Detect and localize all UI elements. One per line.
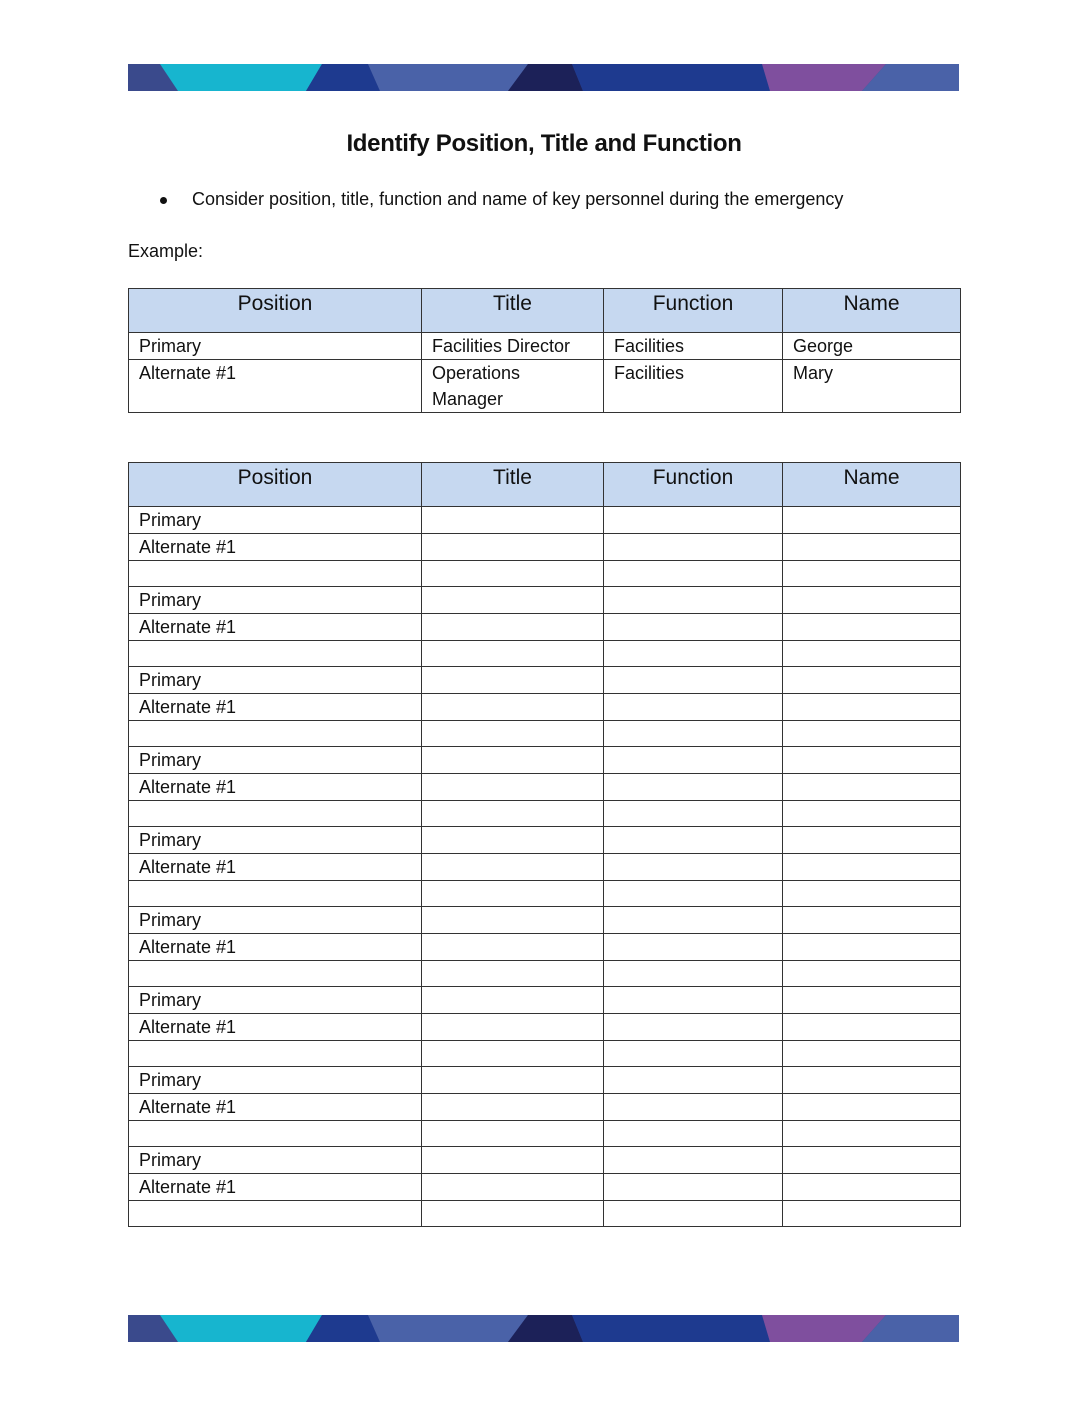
table-row bbox=[129, 827, 961, 854]
cell-title[interactable] bbox=[422, 907, 604, 934]
cell-title: Operations Manager bbox=[422, 360, 604, 413]
cell-title[interactable] bbox=[422, 587, 604, 614]
example-label: Example: bbox=[128, 241, 204, 261]
cell-function[interactable] bbox=[604, 801, 783, 827]
cell-position: Primary bbox=[129, 1067, 422, 1094]
table-row bbox=[129, 747, 961, 774]
banner-graphic bbox=[128, 1315, 959, 1342]
cell-title[interactable] bbox=[422, 1014, 604, 1041]
banner-segment-royal-2 bbox=[572, 64, 770, 91]
cell-name: George bbox=[783, 333, 961, 360]
cell-name[interactable] bbox=[783, 561, 961, 587]
cell-name[interactable] bbox=[783, 1147, 961, 1174]
table-row bbox=[129, 801, 961, 827]
cell-title[interactable] bbox=[422, 534, 604, 561]
cell-position: Primary bbox=[129, 1147, 422, 1174]
cell-title[interactable] bbox=[422, 1041, 604, 1067]
table-row bbox=[129, 881, 961, 907]
cell-function[interactable] bbox=[604, 881, 783, 907]
table-row bbox=[129, 907, 961, 934]
cell-title[interactable] bbox=[422, 827, 604, 854]
column-header-function: Function bbox=[604, 289, 783, 333]
table-row bbox=[129, 1041, 961, 1067]
cell-function[interactable] bbox=[604, 614, 783, 641]
cell-function[interactable] bbox=[604, 721, 783, 747]
cell-name[interactable] bbox=[783, 534, 961, 561]
cell-function[interactable] bbox=[604, 1121, 783, 1147]
table-row bbox=[129, 1094, 961, 1121]
cell-function[interactable] bbox=[604, 907, 783, 934]
column-header-function: Function bbox=[604, 463, 783, 507]
banner-segment-cyan bbox=[160, 1315, 322, 1342]
banner-graphic bbox=[128, 64, 959, 91]
table-row bbox=[129, 333, 961, 360]
cell-position: Primary bbox=[129, 827, 422, 854]
cell-title[interactable] bbox=[422, 1094, 604, 1121]
table-row bbox=[129, 1201, 961, 1227]
cell-function[interactable] bbox=[604, 641, 783, 667]
table-row bbox=[129, 1067, 961, 1094]
table-row bbox=[129, 561, 961, 587]
cell-title[interactable] bbox=[422, 961, 604, 987]
table-row bbox=[129, 854, 961, 881]
cell-position: Primary bbox=[129, 507, 422, 534]
cell-function[interactable] bbox=[604, 747, 783, 774]
cell-position[interactable] bbox=[129, 721, 422, 747]
cell-title[interactable] bbox=[422, 1174, 604, 1201]
cell-function[interactable] bbox=[604, 1201, 783, 1227]
cell-name[interactable] bbox=[783, 881, 961, 907]
cell-title[interactable] bbox=[422, 1201, 604, 1227]
cell-position: Primary bbox=[129, 587, 422, 614]
cell-name[interactable] bbox=[783, 961, 961, 987]
cell-name[interactable] bbox=[783, 1041, 961, 1067]
cell-name[interactable] bbox=[783, 1121, 961, 1147]
page-title: Identify Position, Title and Function bbox=[346, 130, 742, 157]
cell-name[interactable] bbox=[783, 1174, 961, 1201]
cell-position[interactable] bbox=[129, 1041, 422, 1067]
cell-name[interactable] bbox=[783, 1014, 961, 1041]
bullet-icon bbox=[160, 197, 167, 204]
cell-name[interactable] bbox=[783, 667, 961, 694]
cell-position: Primary bbox=[129, 907, 422, 934]
cell-function[interactable] bbox=[604, 854, 783, 881]
table-row bbox=[129, 587, 961, 614]
banner-segment-periwinkle-1 bbox=[368, 1315, 528, 1342]
cell-title[interactable] bbox=[422, 641, 604, 667]
cell-title[interactable] bbox=[422, 747, 604, 774]
cell-title[interactable] bbox=[422, 507, 604, 534]
cell-name[interactable] bbox=[783, 641, 961, 667]
cell-title[interactable] bbox=[422, 561, 604, 587]
table-row bbox=[129, 360, 961, 413]
cell-position: Alternate #1 bbox=[129, 1094, 422, 1121]
cell-name[interactable] bbox=[783, 827, 961, 854]
table-row bbox=[129, 1147, 961, 1174]
cell-position[interactable] bbox=[129, 961, 422, 987]
cell-position: Primary bbox=[129, 987, 422, 1014]
cell-position: Alternate #1 bbox=[129, 360, 422, 413]
cell-function[interactable] bbox=[604, 934, 783, 961]
table-row bbox=[129, 694, 961, 721]
cell-position[interactable] bbox=[129, 1121, 422, 1147]
cell-name[interactable] bbox=[783, 987, 961, 1014]
example-table bbox=[128, 288, 961, 413]
cell-title[interactable] bbox=[422, 854, 604, 881]
cell-name[interactable] bbox=[783, 507, 961, 534]
cell-function: Facilities bbox=[604, 360, 783, 413]
cell-position: Alternate #1 bbox=[129, 934, 422, 961]
cell-function[interactable] bbox=[604, 961, 783, 987]
column-header-title: Title bbox=[422, 463, 604, 507]
cell-name[interactable] bbox=[783, 1094, 961, 1121]
cell-title[interactable] bbox=[422, 1121, 604, 1147]
cell-name[interactable] bbox=[783, 747, 961, 774]
banner-segment-cyan bbox=[160, 64, 322, 91]
cell-position: Primary bbox=[129, 667, 422, 694]
cell-name[interactable] bbox=[783, 1067, 961, 1094]
cell-function[interactable] bbox=[604, 561, 783, 587]
cell-name[interactable] bbox=[783, 801, 961, 827]
banner-segment-periwinkle-1 bbox=[368, 64, 528, 91]
cell-title[interactable] bbox=[422, 774, 604, 801]
cell-position: Alternate #1 bbox=[129, 614, 422, 641]
cell-function[interactable] bbox=[604, 1147, 783, 1174]
cell-title[interactable] bbox=[422, 1067, 604, 1094]
instruction-bullet bbox=[160, 189, 843, 210]
cell-function[interactable] bbox=[604, 1041, 783, 1067]
cell-function[interactable] bbox=[604, 1014, 783, 1041]
cell-name[interactable] bbox=[783, 854, 961, 881]
banner-segment-royal-2 bbox=[572, 1315, 770, 1342]
cell-position: Alternate #1 bbox=[129, 694, 422, 721]
bottom-decorative-banner bbox=[128, 1315, 959, 1342]
cell-title[interactable] bbox=[422, 881, 604, 907]
column-header-position: Position bbox=[129, 289, 422, 333]
cell-position: Alternate #1 bbox=[129, 854, 422, 881]
cell-name[interactable] bbox=[783, 694, 961, 721]
table-row bbox=[129, 721, 961, 747]
cell-function[interactable] bbox=[604, 1174, 783, 1201]
cell-function[interactable] bbox=[604, 507, 783, 534]
cell-title: Facilities Director bbox=[422, 333, 604, 360]
cell-name[interactable] bbox=[783, 721, 961, 747]
cell-position: Primary bbox=[129, 333, 422, 360]
cell-title[interactable] bbox=[422, 614, 604, 641]
cell-function[interactable] bbox=[604, 587, 783, 614]
table-row bbox=[129, 507, 961, 534]
top-decorative-banner bbox=[128, 64, 959, 91]
cell-function[interactable] bbox=[604, 534, 783, 561]
cell-title[interactable] bbox=[422, 1147, 604, 1174]
table-row bbox=[129, 934, 961, 961]
cell-name[interactable] bbox=[783, 587, 961, 614]
cell-function[interactable] bbox=[604, 827, 783, 854]
table-row bbox=[129, 1014, 961, 1041]
cell-function: Facilities bbox=[604, 333, 783, 360]
cell-position[interactable] bbox=[129, 881, 422, 907]
column-header-title: Title bbox=[422, 289, 604, 333]
cell-position: Alternate #1 bbox=[129, 1014, 422, 1041]
cell-function[interactable] bbox=[604, 694, 783, 721]
table-row bbox=[129, 641, 961, 667]
cell-position[interactable] bbox=[129, 1201, 422, 1227]
column-header-name: Name bbox=[783, 463, 961, 507]
cell-title[interactable] bbox=[422, 721, 604, 747]
table-row bbox=[129, 614, 961, 641]
cell-title[interactable] bbox=[422, 801, 604, 827]
table-header-row bbox=[129, 289, 961, 333]
cell-position[interactable] bbox=[129, 641, 422, 667]
cell-title[interactable] bbox=[422, 667, 604, 694]
cell-position: Alternate #1 bbox=[129, 534, 422, 561]
table-row bbox=[129, 961, 961, 987]
cell-function[interactable] bbox=[604, 1067, 783, 1094]
cell-function[interactable] bbox=[604, 1094, 783, 1121]
column-header-name: Name bbox=[783, 289, 961, 333]
cell-name[interactable] bbox=[783, 614, 961, 641]
table-row bbox=[129, 987, 961, 1014]
cell-position: Alternate #1 bbox=[129, 1174, 422, 1201]
cell-title[interactable] bbox=[422, 694, 604, 721]
table-row bbox=[129, 667, 961, 694]
instruction-text: Consider position, title, function and name of key personnel during the emergency bbox=[192, 189, 844, 209]
cell-name: Mary bbox=[783, 360, 961, 413]
table-row bbox=[129, 1121, 961, 1147]
cell-position[interactable] bbox=[129, 561, 422, 587]
cell-name[interactable] bbox=[783, 1201, 961, 1227]
cell-position: Alternate #1 bbox=[129, 774, 422, 801]
cell-name[interactable] bbox=[783, 774, 961, 801]
column-header-position: Position bbox=[129, 463, 422, 507]
cell-title[interactable] bbox=[422, 987, 604, 1014]
cell-name[interactable] bbox=[783, 907, 961, 934]
table-row bbox=[129, 774, 961, 801]
cell-position[interactable] bbox=[129, 801, 422, 827]
table-header-row bbox=[129, 463, 961, 507]
cell-function[interactable] bbox=[604, 774, 783, 801]
cell-function[interactable] bbox=[604, 987, 783, 1014]
table-row bbox=[129, 1174, 961, 1201]
cell-function[interactable] bbox=[604, 667, 783, 694]
table-row bbox=[129, 534, 961, 561]
personnel-table bbox=[128, 462, 961, 1227]
cell-title[interactable] bbox=[422, 934, 604, 961]
cell-name[interactable] bbox=[783, 934, 961, 961]
cell-position: Primary bbox=[129, 747, 422, 774]
